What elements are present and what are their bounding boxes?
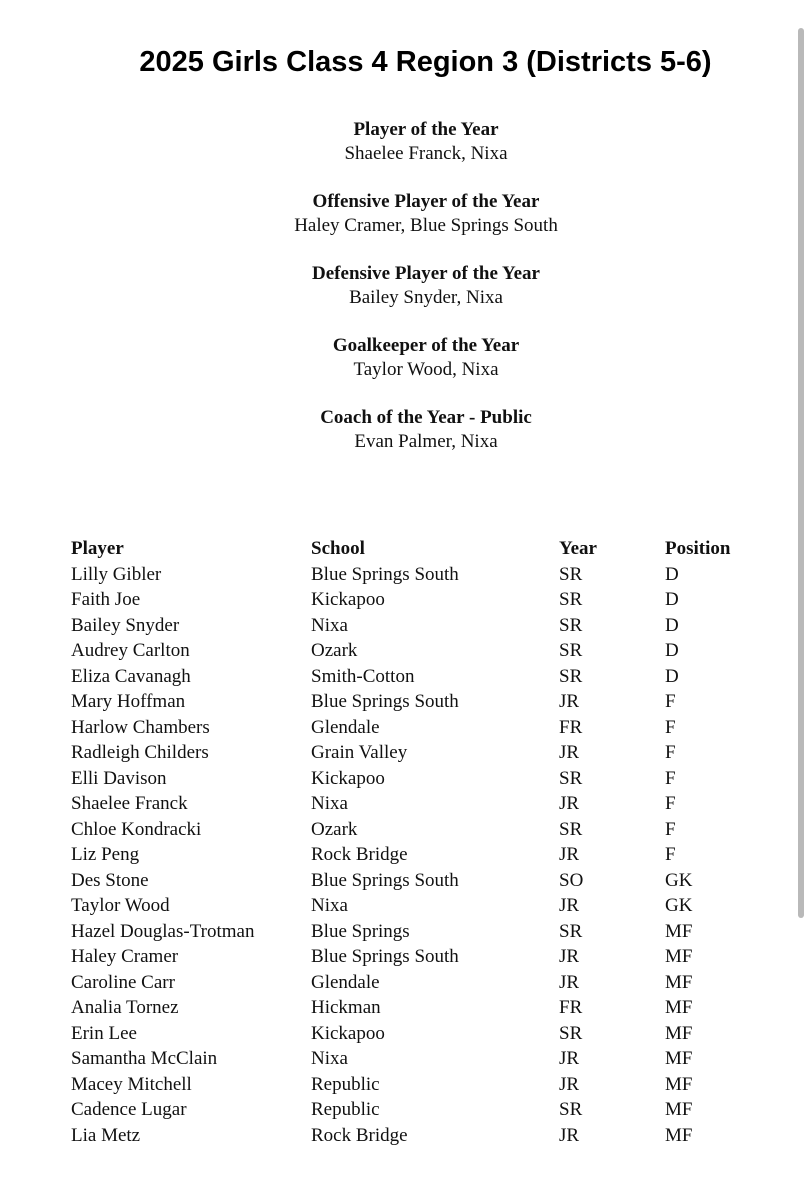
cell-player: Caroline Carr <box>71 971 175 993</box>
table-row <box>71 613 771 639</box>
cell-year: JR <box>559 1073 580 1095</box>
award-defensive-player-of-the-year <box>45 261 807 310</box>
header-year: Year <box>559 538 597 559</box>
table-row <box>71 766 771 792</box>
table-row <box>71 868 771 894</box>
cell-player: Cadence Lugar <box>71 1099 187 1120</box>
cell-year: SO <box>559 869 584 891</box>
table-row <box>71 1046 771 1072</box>
cell-year: SR <box>559 767 583 789</box>
table-header-row <box>71 536 771 562</box>
cell-position: GK <box>665 869 693 891</box>
cell-year: JR <box>559 742 580 763</box>
cell-position: MF <box>665 997 693 1018</box>
cell-position: D <box>665 589 679 610</box>
table-row <box>71 995 771 1021</box>
cell-year: JR <box>559 844 580 865</box>
cell-position: MF <box>665 920 693 942</box>
cell-player: Analia Tornez <box>71 997 179 1018</box>
table-row <box>71 970 771 996</box>
table-row <box>71 689 771 715</box>
cell-player: Chloe Kondracki <box>71 818 202 840</box>
table-body <box>71 562 771 1149</box>
cell-school: Glendale <box>311 971 380 993</box>
cell-position: MF <box>665 1048 693 1069</box>
header-school: School <box>311 538 365 559</box>
table-row <box>71 817 771 843</box>
cell-school: Nixa <box>311 1048 348 1069</box>
cell-player: Lia Metz <box>71 1124 141 1146</box>
award-title: Offensive Player of the Year <box>312 191 540 212</box>
cell-school: Kickapoo <box>311 767 385 789</box>
table-row <box>71 715 771 741</box>
table-row <box>71 664 771 690</box>
cell-position: D <box>665 563 679 585</box>
cell-year: SR <box>559 665 583 687</box>
cell-player: Shaelee Franck <box>71 793 188 814</box>
award-winner: Bailey Snyder, Nixa <box>349 287 503 308</box>
scrollbar[interactable] <box>798 28 804 918</box>
cell-position: MF <box>665 1073 693 1095</box>
roster-table <box>71 536 771 1148</box>
cell-school: Hickman <box>311 997 381 1018</box>
cell-school: Smith-Cotton <box>311 665 415 687</box>
cell-year: JR <box>559 895 580 916</box>
cell-year: SR <box>559 563 583 585</box>
cell-school: Ozark <box>311 818 358 840</box>
cell-year: SR <box>559 1022 583 1044</box>
cell-player: Faith Joe <box>71 589 141 610</box>
table-row <box>71 842 771 868</box>
cell-position: MF <box>665 1099 693 1120</box>
table-row <box>71 638 771 664</box>
cell-position: MF <box>665 946 693 967</box>
award-goalkeeper-of-the-year <box>45 333 807 382</box>
cell-school: Glendale <box>311 716 380 738</box>
table-row <box>71 587 771 613</box>
cell-player: Samantha McClain <box>71 1048 218 1069</box>
cell-year: SR <box>559 589 583 610</box>
cell-school: Nixa <box>311 614 348 636</box>
award-coach-of-the-year <box>45 405 807 454</box>
cell-school: Blue Springs <box>311 920 410 942</box>
award-winner: Shaelee Franck, Nixa <box>344 143 508 164</box>
cell-school: Kickapoo <box>311 1022 385 1044</box>
cell-player: Erin Lee <box>71 1022 137 1044</box>
cell-year: JR <box>559 1124 580 1146</box>
award-title: Defensive Player of the Year <box>312 263 540 284</box>
cell-school: Grain Valley <box>311 742 408 763</box>
cell-school: Nixa <box>311 895 348 916</box>
award-offensive-player-of-the-year <box>45 189 807 238</box>
cell-school: Rock Bridge <box>311 844 408 865</box>
cell-year: JR <box>559 793 580 814</box>
award-title: Coach of the Year - Public <box>320 407 532 428</box>
cell-position: F <box>665 793 676 814</box>
cell-school: Republic <box>311 1073 380 1095</box>
table-row <box>71 562 771 588</box>
cell-position: D <box>665 640 679 661</box>
table-row <box>71 1097 771 1123</box>
table-row <box>71 919 771 945</box>
table-row <box>71 893 771 919</box>
cell-school: Blue Springs South <box>311 946 459 967</box>
cell-player: Taylor Wood <box>71 895 170 916</box>
awards-section <box>0 117 807 477</box>
cell-year: SR <box>559 614 583 636</box>
cell-player: Mary Hoffman <box>71 691 186 712</box>
cell-year: FR <box>559 997 583 1018</box>
cell-school: Republic <box>311 1099 380 1120</box>
page-title: 2025 Girls Class 4 Region 3 (Districts 5-6) <box>139 46 712 78</box>
cell-school: Nixa <box>311 793 348 814</box>
cell-year: SR <box>559 920 583 942</box>
cell-year: JR <box>559 691 580 712</box>
cell-position: MF <box>665 1124 693 1146</box>
cell-position: MF <box>665 1022 693 1044</box>
cell-player: Bailey Snyder <box>71 614 180 636</box>
award-title: Goalkeeper of the Year <box>332 335 520 356</box>
table-row <box>71 740 771 766</box>
cell-year: FR <box>559 716 583 738</box>
cell-year: SR <box>559 640 583 661</box>
cell-player: Liz Peng <box>71 844 140 865</box>
cell-player: Hazel Douglas-Trotman <box>71 920 255 942</box>
award-winner: Evan Palmer, Nixa <box>354 431 498 452</box>
cell-year: JR <box>559 946 580 967</box>
cell-position: F <box>665 818 676 840</box>
cell-school: Rock Bridge <box>311 1124 408 1146</box>
cell-player: Lilly Gibler <box>71 563 162 585</box>
award-winner: Haley Cramer, Blue Springs South <box>294 215 558 236</box>
header-position: Position <box>665 538 731 559</box>
cell-position: D <box>665 614 679 636</box>
cell-player: Harlow Chambers <box>71 716 210 738</box>
cell-position: F <box>665 691 676 712</box>
table-row <box>71 1123 771 1149</box>
header-player: Player <box>71 538 124 559</box>
cell-position: D <box>665 665 679 687</box>
cell-player: Elli Davison <box>71 767 167 789</box>
cell-player: Haley Cramer <box>71 946 179 967</box>
cell-year: SR <box>559 818 583 840</box>
cell-position: F <box>665 767 676 789</box>
cell-school: Blue Springs South <box>311 691 459 712</box>
cell-school: Kickapoo <box>311 589 385 610</box>
cell-position: GK <box>665 895 693 916</box>
cell-school: Ozark <box>311 640 358 661</box>
cell-position: F <box>665 742 676 763</box>
cell-player: Eliza Cavanagh <box>71 665 191 687</box>
table-row <box>71 1072 771 1098</box>
table-row <box>71 1021 771 1047</box>
cell-position: F <box>665 716 676 738</box>
award-winner: Taylor Wood, Nixa <box>353 359 499 380</box>
cell-player: Macey Mitchell <box>71 1073 192 1095</box>
award-player-of-the-year <box>45 117 807 166</box>
cell-player: Radleigh Childers <box>71 742 209 763</box>
cell-year: SR <box>559 1099 583 1120</box>
cell-player: Audrey Carlton <box>71 640 190 661</box>
award-title: Player of the Year <box>353 119 499 140</box>
cell-player: Des Stone <box>71 869 149 891</box>
cell-year: JR <box>559 1048 580 1069</box>
cell-school: Blue Springs South <box>311 869 459 891</box>
table-row <box>71 944 771 970</box>
cell-position: F <box>665 844 676 865</box>
cell-position: MF <box>665 971 693 993</box>
table-row <box>71 791 771 817</box>
cell-school: Blue Springs South <box>311 563 459 585</box>
cell-year: JR <box>559 971 580 993</box>
